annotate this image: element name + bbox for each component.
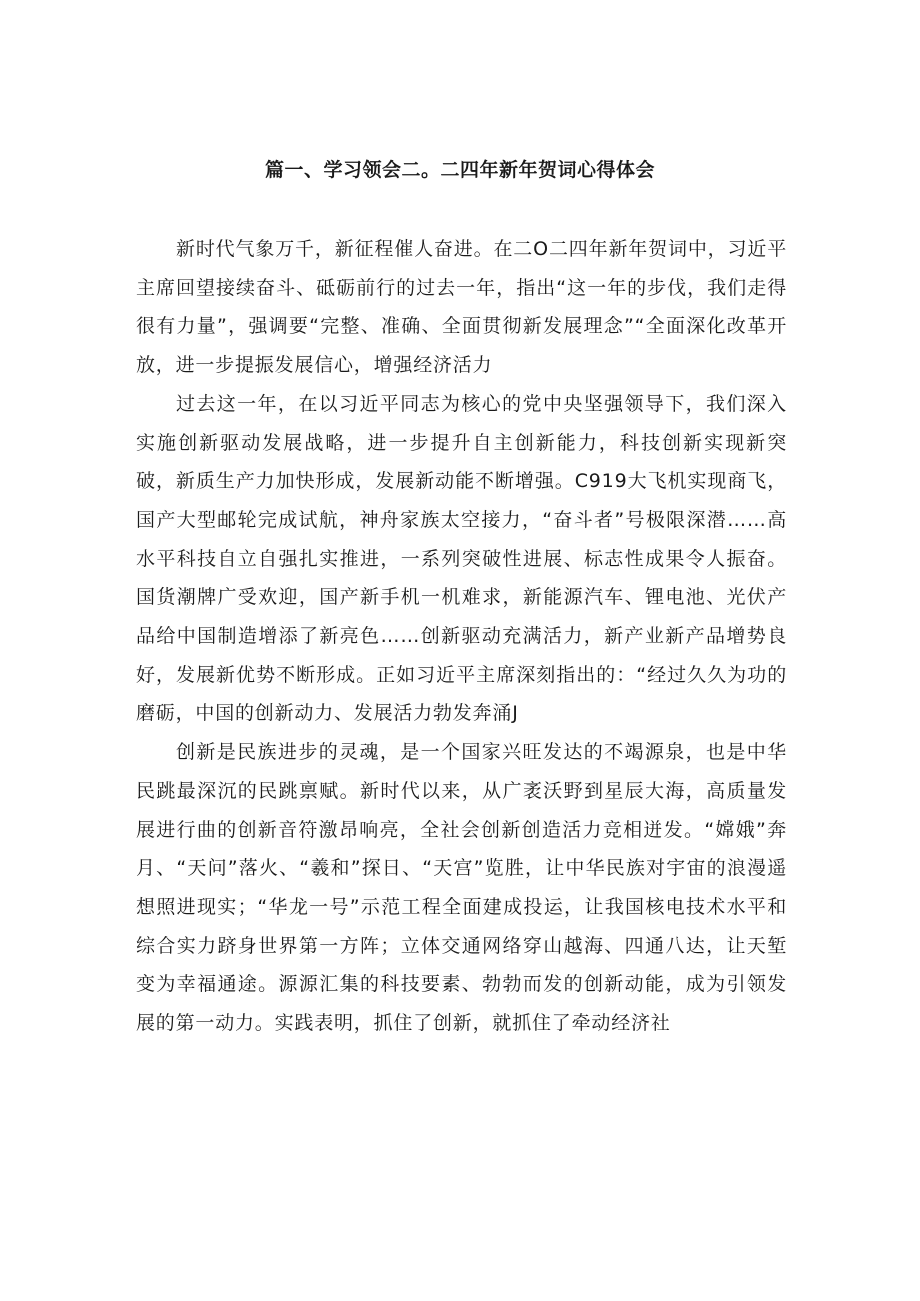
document-body [136, 230, 787, 1043]
document-title: 篇一、学习领会二。二四年新年贺词心得体会 [264, 159, 655, 181]
paragraph-3: 创新是民族进步的灵魂，是一个国家兴旺发达的不竭源泉，也是中华民跳最深沉的民跳禀赋。新时代以来，从广袤沃野到星辰大海，高质量发展进行曲的创新音符激昂响亮，全社会创新创造活力竞相迸发。“嫦娥”奔月、“天问”落火、“羲和”探日、“天宫”览胜，让中华民族对宇宙的浪漫遥想照进现实；“华龙一号”示范工程全面建成投运，让我国核电技术水平和综合实力跻身世界第一方阵；立体交通网络穿山越海、四通八达，让天堑变为幸福通途。源源汇集的科技要素、勃勃而发的创新动能，成为引领发展的第一动力。实践表明，抓住了创新，就抓住了牵动经济社 [136, 741, 787, 1035]
paragraph-2: 过去这一年，在以习近平同志为核心的党中央坚强领导下，我们深入实施创新驱动发展战略，进一步提升自主创新能力，科技创新实现新突破，新质生产力加快形成，发展新动能不断增强。C919大飞机实现商飞，国产大型邮轮完成试航，神舟家族太空接力，“奋斗者”号极限深潜……高水平科技自立自强扎实推进，一系列突破性进展、标志性成果令人振奋。国货潮牌广受欢迎，国产新手机一机难求，新能源汽车、锂电池、光伏产品给中国制造增添了新亮色……创新驱动充满活力，新产业新产品增势良好，发展新优势不断形成。正如习近平主席深刻指出的：“经过久久为功的磨砺，中国的创新动力、发展活力勃发奔涌J [136, 392, 787, 725]
paragraph-1: 新时代气象万千，新征程催人奋进。在二O二四年新年贺词中，习近平主席回望接续奋斗、砥砺前行的过去一年，指出“这一年的步伐，我们走得很有力量”，强调要“完整、准确、全面贯彻新发展理念”“全面深化改革开放，进一步提振发展信心，增强经济活力 [136, 238, 787, 377]
